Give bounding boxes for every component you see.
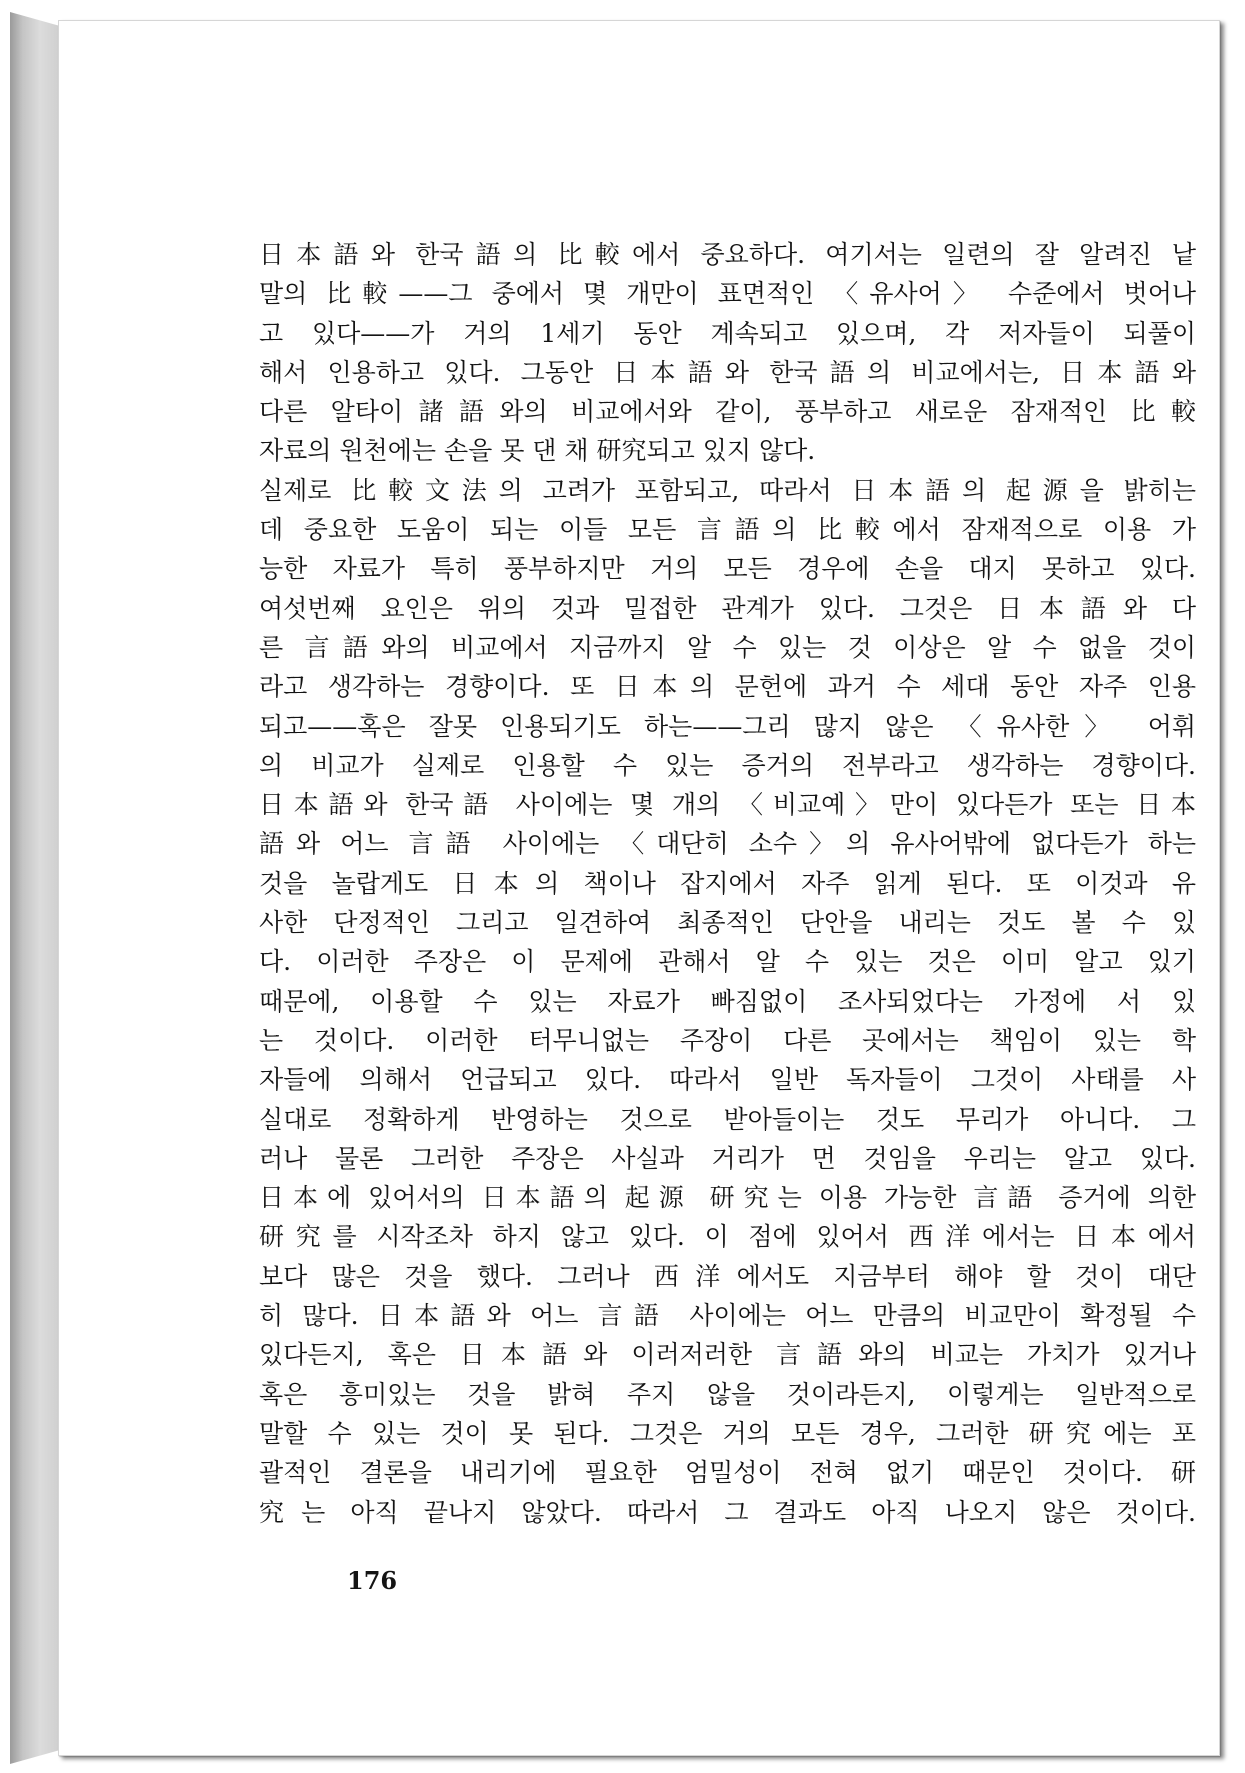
text-line: 히 많다. 日本語와 어느 言語 사이에는 어느 만큼의 비교만이 확정될 수 (259, 1301, 1196, 1331)
body-text (259, 235, 1196, 1532)
text-line: 究는 아직 끝나지 않았다. 따라서 그 결과도 아직 나오지 않은 것이다. (259, 1497, 1196, 1527)
text-line: 해서 인용하고 있다. 그동안 日本語와 한국語의 비교에서는, 日本語와 (259, 357, 1196, 387)
book-page (58, 20, 1220, 1756)
text-line: 라고 생각하는 경향이다. 또 日本의 문헌에 과거 수 세대 동안 자주 인용 (259, 672, 1196, 702)
text-line: 혹은 흥미있는 것을 밝혀 주지 않을 것이라든지, 이렇게는 일반적으로 (259, 1379, 1196, 1409)
text-line: 研究를 시작조차 하지 않고 있다. 이 점에 있어서 西洋에서는 日本에서 (259, 1222, 1196, 1252)
text-line: 른 言語와의 비교에서 지금까지 알 수 있는 것 이상은 알 수 없을 것이 (259, 632, 1196, 662)
text-line: 다. 이러한 주장은 이 문제에 관해서 알 수 있는 것은 이미 알고 있기 (259, 947, 1196, 977)
text-line: 다른 알타이諸語와의 비교에서와 같이, 풍부하고 새로운 잠재적인 比較 (259, 397, 1196, 427)
text-line: 데 중요한 도움이 되는 이들 모든 言語의 比較에서 잠재적으로 이용 가 (259, 515, 1196, 545)
text-line: 日本에 있어서의 日本語의 起源 研究는 이용 가능한 言語 증거에 의한 (259, 1183, 1196, 1213)
text-line: 괄적인 결론을 내리기에 필요한 엄밀성이 전혀 없기 때문인 것이다. 研 (259, 1458, 1196, 1488)
text-line: 것을 놀랍게도 日本의 책이나 잡지에서 자주 읽게 된다. 또 이것과 유 (259, 868, 1196, 898)
book-spine (10, 12, 60, 1764)
text-line: 日本語와 한국語 사이에는 몇 개의 〈비교예〉만이 있다든가 또는 日本 (259, 790, 1196, 820)
text-line: 고 있다——가 거의 1세기 동안 계속되고 있으며, 각 저자들이 되풀이 (259, 318, 1196, 348)
text-line: 있다든지, 혹은 日本語와 이러저러한 言語와의 비교는 가치가 있거나 (259, 1340, 1196, 1370)
text-line: 자료의 원천에는 손을 못 댄 채 研究되고 있지 않다. (259, 436, 816, 466)
text-line: 日本語와 한국語의 比較에서 중요하다. 여기서는 일련의 잘 알려진 낱 (259, 240, 1196, 269)
text-line: 실대로 정확하게 반영하는 것으로 받아들이는 것도 무리가 아니다. 그 (259, 1104, 1196, 1134)
text-line: 되고——혹은 잘못 인용되기도 하는——그리 많지 않은 〈유사한〉 어휘 (259, 711, 1196, 741)
text-line: 때문에, 이용할 수 있는 자료가 빠짐없이 조사되었다는 가정에 서 있 (259, 986, 1196, 1016)
text-line: 사한 단정적인 그리고 일견하여 최종적인 단안을 내리는 것도 볼 수 있 (259, 908, 1196, 938)
page-number: 176 (347, 1566, 398, 1595)
text-line: 의 비교가 실제로 인용할 수 있는 증거의 전부라고 생각하는 경향이다. (259, 750, 1196, 780)
text-line: 능한 자료가 특히 풍부하지만 거의 모든 경우에 손을 대지 못하고 있다. (259, 554, 1196, 584)
text-line: 말할 수 있는 것이 못 된다. 그것은 거의 모든 경우, 그러한 研究에는 포 (259, 1418, 1196, 1448)
text-line: 말의 比較——그 중에서 몇 개만이 표면적인 〈유사어〉 수준에서 벗어나 (259, 279, 1196, 309)
text-line: 실제로 比較文法의 고려가 포함되고, 따라서 日本語의 起源을 밝히는 (259, 475, 1196, 505)
text-line: 語와 어느 言語 사이에는 〈대단히 소수〉의 유사어밖에 없다든가 하는 (259, 829, 1196, 859)
text-line: 보다 많은 것을 했다. 그러나 西洋에서도 지금부터 해야 할 것이 대단 (259, 1261, 1196, 1291)
text-line: 자들에 의해서 언급되고 있다. 따라서 일반 독자들이 그것이 사태를 사 (259, 1065, 1196, 1095)
text-line: 는 것이다. 이러한 터무니없는 주장이 다른 곳에서는 책임이 있는 학 (259, 1025, 1196, 1055)
text-line: 여섯번째 요인은 위의 것과 밀접한 관계가 있다. 그것은 日本語와 다 (259, 593, 1196, 623)
text-line: 러나 물론 그러한 주장은 사실과 거리가 먼 것임을 우리는 알고 있다. (259, 1143, 1196, 1173)
